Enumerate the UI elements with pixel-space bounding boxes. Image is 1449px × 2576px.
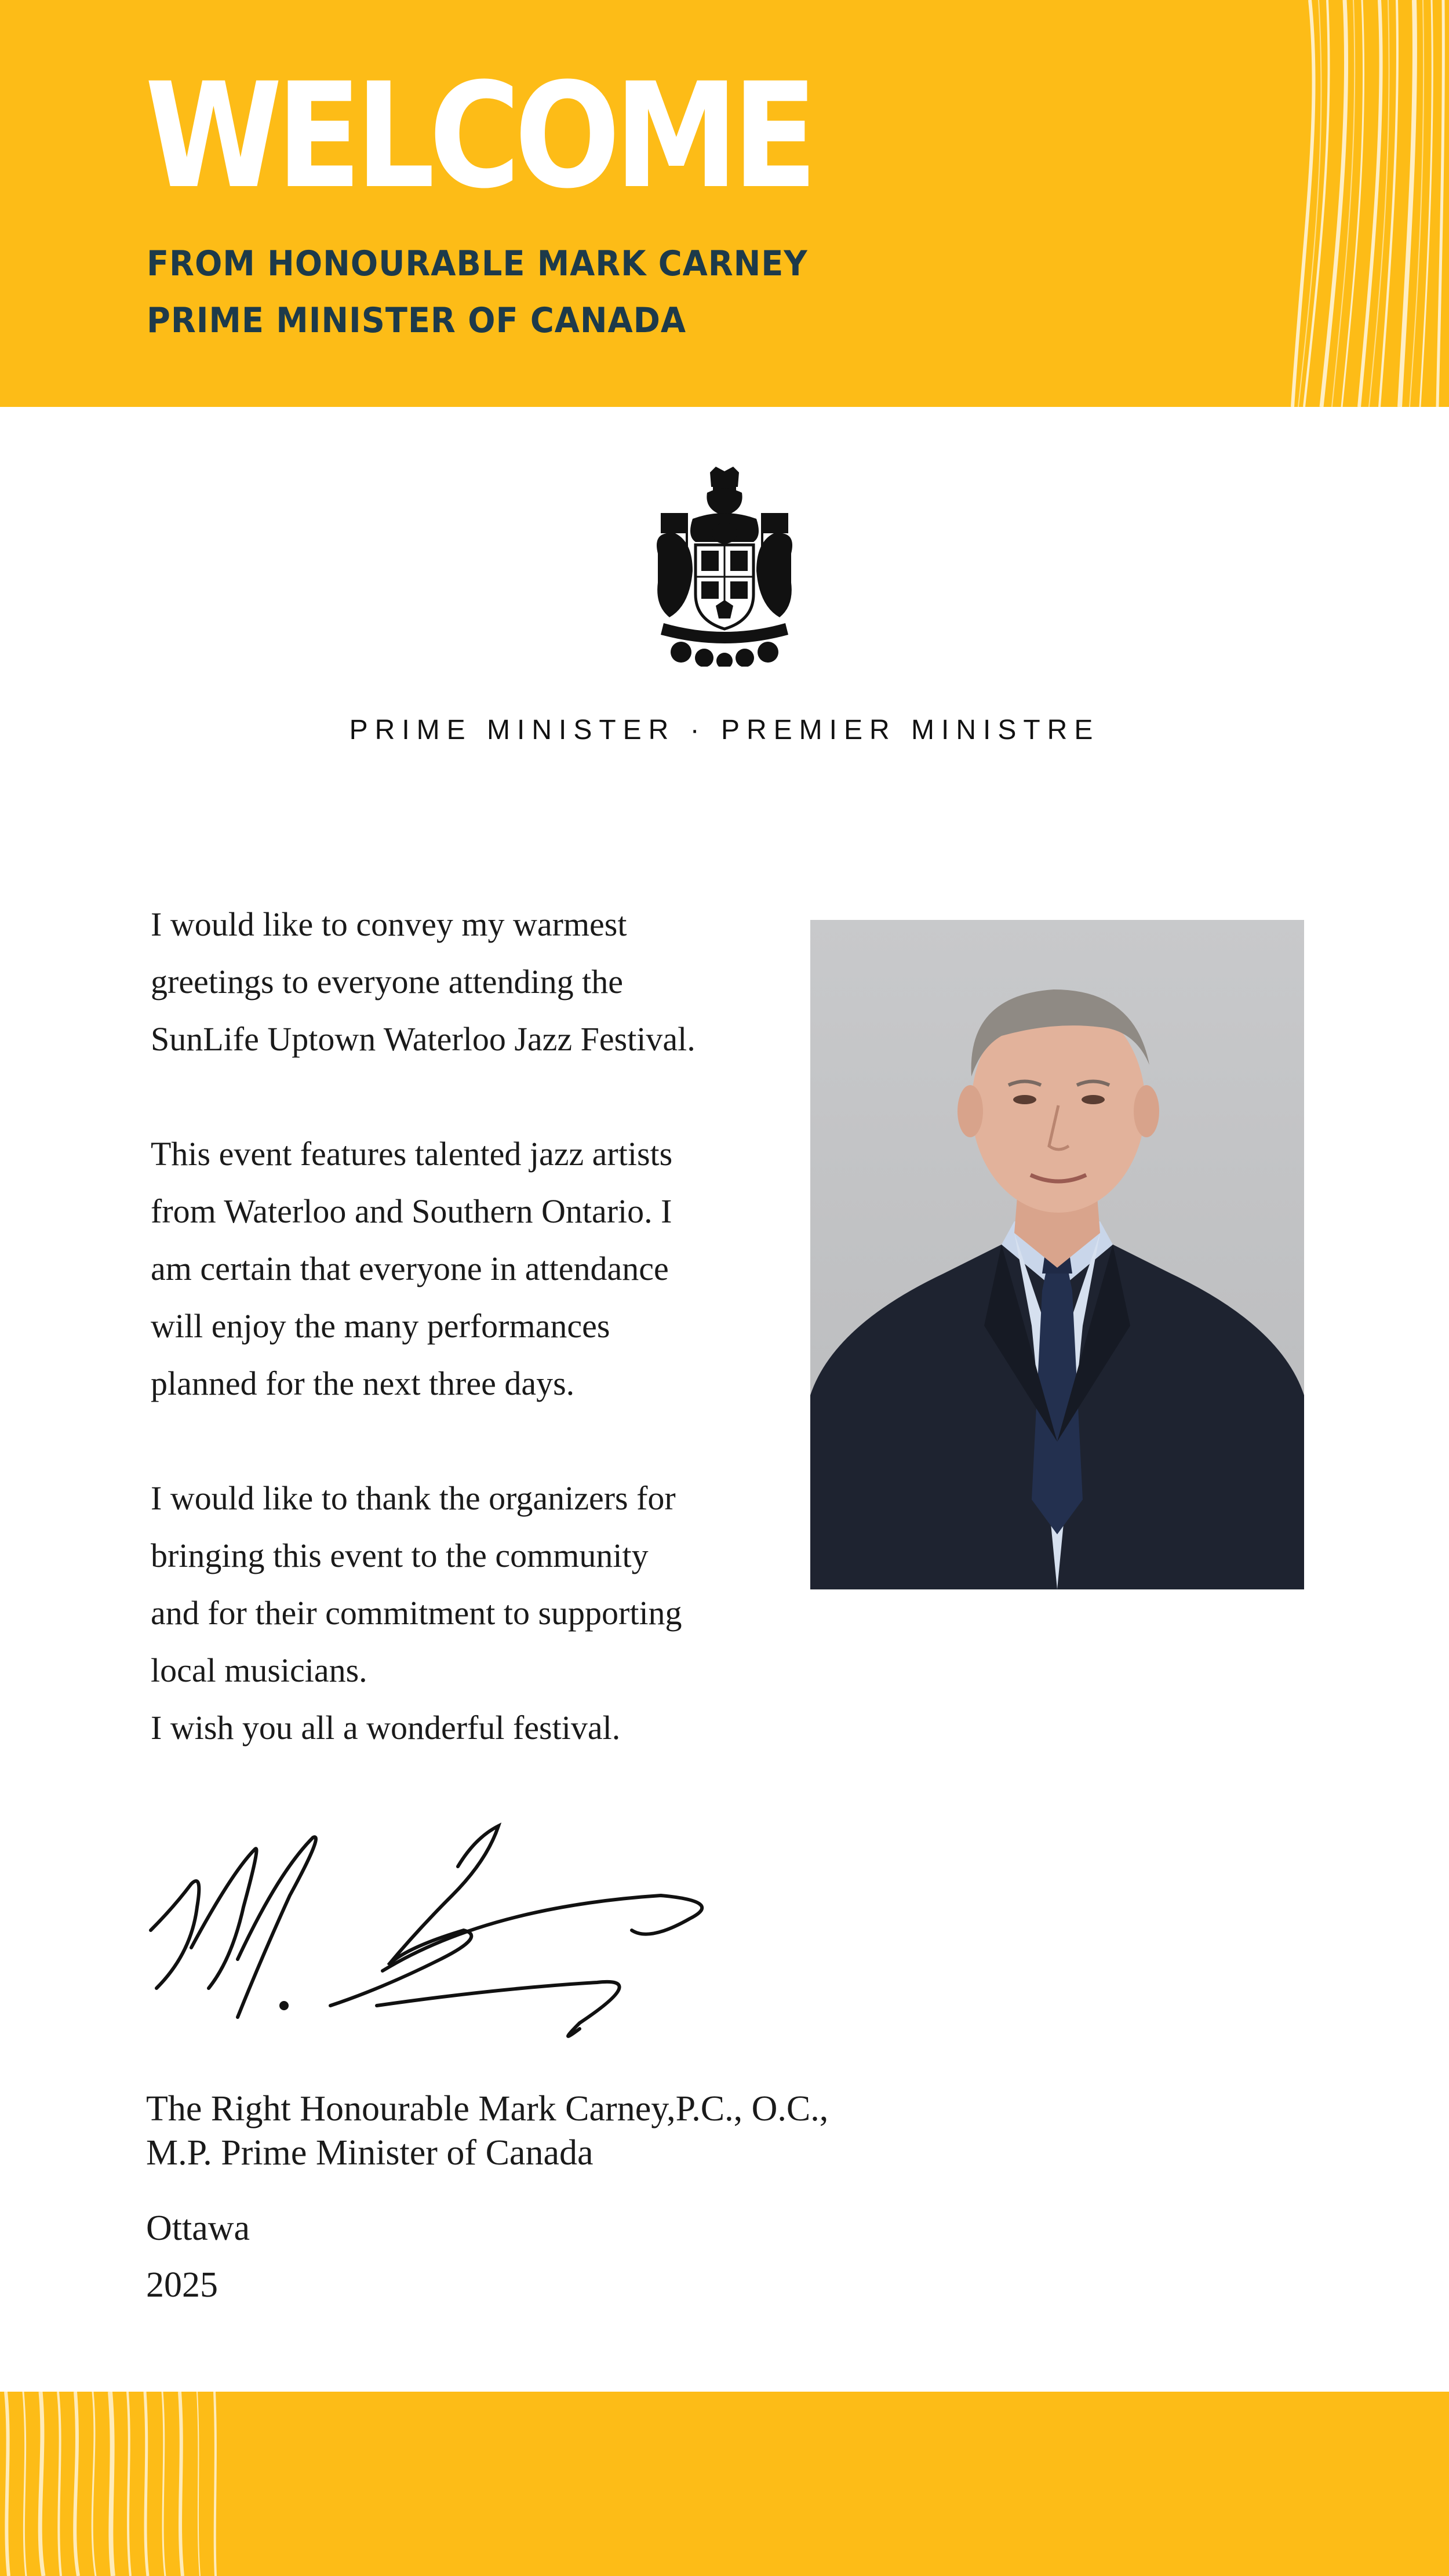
paragraph-line: SunLife Uptown Waterloo Jazz Festival. <box>151 1020 696 1058</box>
subtitle-from-line: FROM HONOURABLE MARK CARNEY <box>147 243 808 284</box>
footer-banner <box>0 2392 1449 2576</box>
portrait-photo <box>810 920 1304 1589</box>
signatory-name <box>146 2087 957 2175</box>
signatory-name-line: The Right Honourable Mark Carney,P.C., O.C., <box>146 2089 829 2129</box>
handwritten-signature <box>139 1814 765 2046</box>
paragraph-line: from Waterloo and Southern Ontario. I <box>151 1192 672 1230</box>
letter-body <box>151 896 788 1756</box>
paragraph-line: This event features talented jazz artists <box>151 1135 673 1173</box>
subtitle-role-line: PRIME MINISTER OF CANADA <box>147 300 687 341</box>
paragraph-line: local musicians. <box>151 1651 367 1689</box>
signatory-title-line: M.P. Prime Minister of Canada <box>146 2133 594 2173</box>
coat-of-arms-emblem <box>646 467 803 667</box>
paragraph-line: greetings to everyone attending the <box>151 963 623 1000</box>
paragraph-line: I would like to thank the organizers for <box>151 1479 676 1517</box>
signature-year: 2025 <box>146 2265 218 2305</box>
signature-place-date <box>146 2200 250 2313</box>
paragraph-line: bringing this event to the community <box>151 1537 649 1574</box>
closing-line: I wish you all a wonderful festival. <box>151 1709 621 1747</box>
person-portrait-illustration <box>810 920 1304 1589</box>
signature-city: Ottawa <box>146 2208 250 2248</box>
paragraph-line: am certain that everyone in attendance <box>151 1250 669 1287</box>
header-banner <box>0 0 1449 407</box>
brush-texture-decoration <box>0 2392 232 2576</box>
welcome-title: WELCOME <box>145 52 812 220</box>
brush-texture-decoration <box>1287 0 1449 407</box>
paragraph-line: I would like to convey my warmest <box>151 905 627 943</box>
paragraph-line: planned for the next three days. <box>151 1365 575 1402</box>
office-title: PRIME MINISTER · PREMIER MINISTRE <box>349 715 1100 745</box>
paragraph-line: will enjoy the many performances <box>151 1307 610 1345</box>
paragraph-line: and for their commitment to supporting <box>151 1594 682 1632</box>
